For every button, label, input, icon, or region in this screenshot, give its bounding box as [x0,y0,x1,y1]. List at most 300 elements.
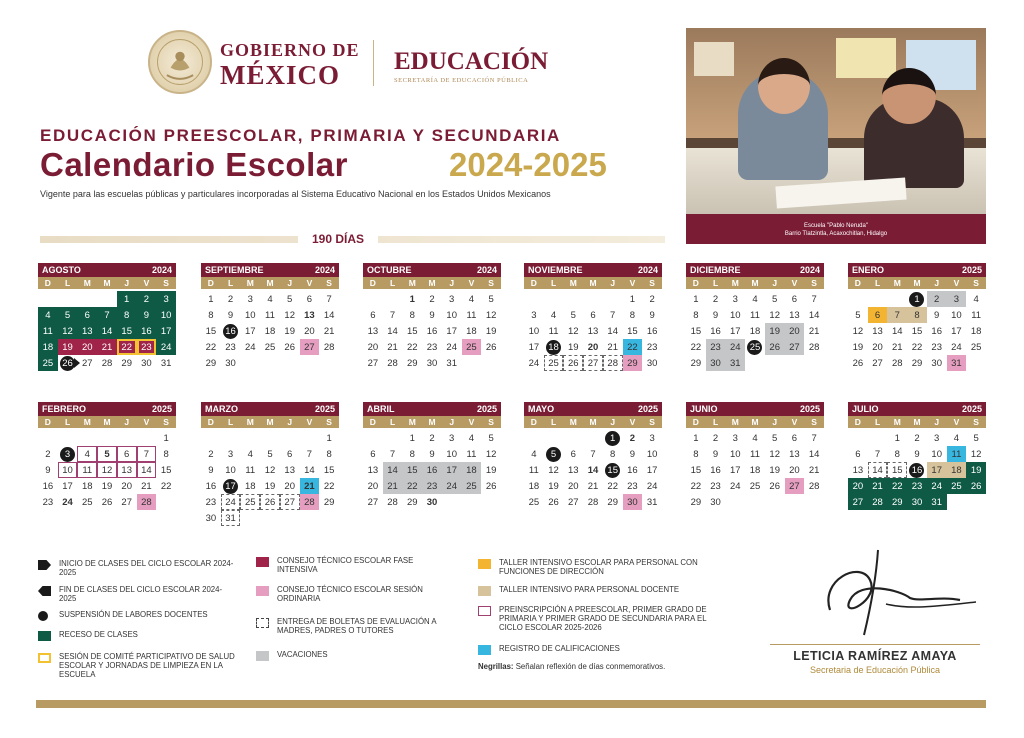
day-cell: 21 [300,478,320,494]
day-cell: 18 [81,480,93,492]
day-cell: 19 [264,480,276,492]
month-year: 2024 [799,265,820,275]
day-cell: 31 [646,496,658,508]
day-grid [38,291,176,371]
day-cell: 22 [117,339,137,355]
legend-label: REGISTRO DE CALIFICACIONES [499,644,620,653]
month-febrero [38,402,176,510]
day-cell: 8 [907,307,927,323]
day-cell: 11 [466,448,477,460]
day-cell: 12 [769,309,780,321]
day-cell: 21 [808,325,820,337]
day-cell: 18 [244,480,256,492]
footer-bar [36,700,986,708]
school-days-count: 190 DÍAS [298,232,378,246]
empty-cell [848,430,868,446]
month-name: FEBRERO [42,404,87,414]
day-cell: 10 [528,325,540,337]
day-cell: 11 [245,464,256,476]
day-cell: 11 [265,309,275,321]
vacaciones-swatch [256,651,269,661]
empty-cell [583,291,603,307]
day-cell: 13 [587,325,599,337]
day-cell: 23 [931,341,942,353]
day-grid [686,291,824,371]
day-cell: 8 [409,309,415,321]
day-cell: 17 [646,464,658,476]
weekday-label: S [488,278,494,288]
day-cell: 17 [927,462,947,478]
weekday-label: M [569,417,577,427]
day-cell: 27 [300,339,320,355]
day-cell: 20 [367,341,379,353]
day-cell: 30 [931,357,942,369]
weekday-label: M [246,278,254,288]
month-year: 2024 [314,265,335,275]
day-cell: 6 [370,309,376,321]
day-cell: 24 [442,478,462,494]
day-cell: 19 [567,341,579,353]
day-cell: 3 [156,291,176,307]
day-cell: 27 [583,355,603,371]
weekday-label: L [874,417,881,427]
month-header [686,402,824,416]
day-cell: 16 [205,480,217,492]
empty-cell [524,291,544,307]
day-cell: 1 [629,293,636,305]
month-year: 2024 [476,265,497,275]
day-cell: 5 [267,448,273,460]
day-cell: 26 [485,341,497,353]
day-cell: 15 [323,464,335,476]
negrillas-text: Señalan reflexión de días conmemorativos. [513,662,666,671]
weekday-label: J [449,278,455,288]
day-cell: 5 [772,432,778,444]
day-cell: 12 [58,323,78,339]
day-cell: 30 [623,494,643,510]
day-cell: 16 [42,480,54,492]
day-cell: 14 [587,464,599,476]
day-cell: 11 [528,464,539,476]
day-cell: 1 [409,293,415,305]
weekday-label: L [227,278,234,288]
day-cell: 3 [934,432,940,444]
day-cell: 31 [160,357,172,369]
weekday-label: J [287,278,293,288]
day-cell: 2 [712,432,719,444]
weekday-label: V [629,278,636,288]
day-cell: 2 [629,432,636,444]
day-cell: 31 [927,494,947,510]
weekday-label: M [408,417,416,427]
day-cell: 15 [160,464,172,476]
weekday-label: M [266,417,274,427]
weekday-label: V [143,278,150,288]
weekday-label: V [306,278,313,288]
day-cell: 17 [729,464,741,476]
day-cell: 10 [446,309,457,321]
legend-item [256,617,456,635]
day-cell: 26 [563,355,583,371]
day-cell: 17 [244,325,256,337]
day-cell: 7 [97,307,117,323]
day-cell: 9 [712,309,719,321]
day-cell: 29 [205,357,217,369]
day-cell: 6 [791,432,798,444]
weekday-label: M [266,278,274,288]
day-cell: 25 [544,355,564,371]
weekday-label: M [83,278,91,288]
day-cell: 10 [244,309,256,321]
day-cell: 22 [205,341,217,353]
day-cell: 6 [791,293,798,305]
day-cell: 21 [323,325,335,337]
day-cell: 9 [914,448,920,460]
day-cell: 11 [750,309,760,321]
day-cell: 30 [225,357,236,369]
empty-cell [887,291,907,307]
legend-label: CONSEJO TÉCNICO ESCOLAR SESIÓN ORDINARIA [277,585,423,603]
day-cell: 29 [911,357,923,369]
signatory-role: Secretaria de Educación Pública [809,665,941,675]
day-cell: 9 [934,309,940,321]
day-cell: 4 [267,293,273,305]
day-cell: 12 [970,448,982,460]
day-cell: 20 [785,323,805,339]
month-year: 2025 [961,404,982,414]
month-year: 2024 [637,265,658,275]
day-cell: 11 [548,325,559,337]
day-cell: 21 [383,478,403,494]
day-cell: 21 [141,480,152,492]
month-year: 2025 [637,404,658,414]
weekday-label: S [811,278,817,288]
day-cell: 15 [690,464,702,476]
empty-cell [544,291,564,307]
day-cell: 19 [284,325,295,337]
day-cell: 11 [77,462,97,478]
day-grid [848,430,986,510]
cte-intensiva-swatch [256,557,269,567]
title-level: EDUCACIÓN PREESCOLAR, PRIMARIA Y SECUNDARIA [40,126,561,145]
month-year: 2025 [314,404,335,414]
weekday-label: M [589,417,597,427]
day-cell: 24 [729,480,741,492]
day-grid [524,291,662,371]
day-cell: 3 [449,293,455,305]
weekday-label: J [934,278,940,288]
empty-cell [300,430,320,446]
day-cell: 1 [693,432,699,444]
day-cell: 31 [446,357,457,369]
day-cell: 21 [868,478,888,494]
legend-label: INICIO DE CLASES DEL CICLO ESCOLAR 2024-2025 [59,559,234,577]
day-cell: 15 [117,323,137,339]
weekday-label: S [163,417,169,427]
empty-cell [583,430,603,446]
day-cell: 6 [370,448,376,460]
empty-cell [868,430,888,446]
day-cell: 4 [77,446,97,462]
day-cell: 18 [466,325,477,337]
day-cell: 21 [387,341,398,353]
day-cell: 12 [97,462,117,478]
day-cell: 24 [951,341,962,353]
day-cell: 4 [468,432,475,444]
day-cell: 28 [137,494,157,510]
month-year: 2024 [151,265,172,275]
inicio-arrow-icon [38,560,51,570]
weekday-header [524,416,662,428]
empty-cell [77,291,97,307]
educacion-logo [394,48,548,84]
weekday-header [848,277,986,289]
weekday-label: L [389,417,396,427]
day-cell: 24 [62,496,73,508]
empty-cell [603,291,623,307]
day-cell: 10 [729,309,741,321]
day-cell: 5 [488,432,494,444]
day-cell: 16 [422,462,442,478]
day-cell: 4 [752,432,758,444]
weekday-label: J [610,278,616,288]
empty-cell [563,291,583,307]
month-name: NOVIEMBRE [528,265,583,275]
weekday-label: S [649,417,655,427]
day-cell: 22 [323,480,335,492]
day-cell: 9 [227,309,234,321]
empty-cell [363,430,383,446]
day-cell: 4 [468,293,475,305]
empty-cell [58,430,78,446]
day-cell: 18 [749,325,761,337]
legend-item [478,558,723,576]
day-cell: 22 [690,341,702,353]
legend-item [38,630,238,641]
weekday-label: M [913,278,921,288]
day-cell: 14 [97,323,117,339]
weekday-label: M [913,417,921,427]
gobierno-logo [220,40,360,89]
weekday-label: J [934,417,940,427]
day-cell: 28 [387,496,398,508]
day-cell: 26 [765,339,785,355]
weekday-label: S [326,278,332,288]
weekday-label: L [227,417,234,427]
day-cell: 29 [623,355,643,371]
day-cell: 14 [891,325,903,337]
day-cell: 15 [911,325,923,337]
boletas-swatch [256,618,269,628]
empty-cell [260,430,280,446]
day-cell: 17 [442,462,462,478]
day-cell: 24 [725,339,745,355]
day-cell: 1 [117,291,137,307]
month-diciembre [686,263,824,371]
day-cell: 7 [887,307,907,323]
weekday-label: M [428,278,436,288]
day-cell: 27 [785,478,805,494]
day-cell: 26 [548,496,559,508]
fin-arrow-icon [38,586,51,596]
month-name: ABRIL [367,404,395,414]
day-cell: 18 [528,480,540,492]
empty-cell [363,291,383,307]
day-cell: 20 [848,478,868,494]
gob-line1: GOBIERNO DE [220,40,360,60]
day-cell: 9 [208,464,214,476]
day-cell: 15 [887,462,907,478]
weekday-label: S [649,278,655,288]
day-cell: 5 [488,293,494,305]
day-cell: 10 [156,307,176,323]
day-cell: 11 [947,446,967,462]
legend-item [478,605,723,632]
day-cell: 11 [466,309,477,321]
day-cell: 19 [485,325,497,337]
day-cell: 15 [627,325,638,337]
month-name: MAYO [528,404,555,414]
day-cell: 6 [287,448,293,460]
day-cell: 8 [693,448,699,460]
day-cell: 14 [304,464,315,476]
day-cell: 7 [137,446,157,462]
empty-cell [383,430,403,446]
weekday-label: M [103,278,111,288]
month-header [38,402,176,416]
weekday-label: J [449,417,455,427]
preinscripcion-swatch [478,606,491,616]
day-cell: 26 [485,480,497,492]
day-cell: 19 [966,462,986,478]
day-cell: 20 [77,339,97,355]
day-cell: 25 [264,341,276,353]
day-cell: 19 [765,323,785,339]
day-cell: 3 [732,293,738,305]
day-cell: 1 [693,293,699,305]
legend-item [478,585,723,596]
day-cell: 12 [485,309,497,321]
day-cell: 10 [729,448,741,460]
empty-cell [58,291,78,307]
legend-label: CONSEJO TÉCNICO ESCOLAR FASE INTENSIVA [277,556,414,574]
month-junio [686,402,824,510]
empty-cell [38,291,58,307]
day-cell: 2 [914,432,920,444]
day-cell: 28 [891,357,903,369]
day-grid [201,291,339,371]
day-cell: 2 [429,293,435,305]
day-cell: 23 [710,480,721,492]
day-cell: 7 [590,448,596,460]
day-cell: 14 [387,325,398,337]
day-cell: 5 [772,293,778,305]
day-cell: 15 [603,462,623,478]
day-cell: 10 [951,309,962,321]
caption-line1: Escuela "Pablo Neruda" [804,223,868,229]
cte-ordinaria-swatch [256,586,269,596]
weekday-label: L [64,278,71,288]
day-cell: 4 [531,448,537,460]
day-cell: 4 [752,293,758,305]
day-cell: 2 [45,448,51,460]
day-cell: 7 [811,293,817,305]
day-grid [363,430,501,510]
weekday-label: S [488,417,494,427]
day-cell: 27 [785,339,805,355]
empty-cell [383,291,403,307]
weekday-label: L [389,278,396,288]
day-grid [686,430,824,510]
day-cell: 23 [225,341,236,353]
day-cell: 22 [911,341,923,353]
day-cell: 9 [429,448,435,460]
day-cell: 9 [629,448,636,460]
month-header [38,263,176,277]
day-cell: 28 [808,480,820,492]
weekday-label: D [369,278,376,288]
day-cell: 29 [323,496,335,508]
day-cell: 20 [567,480,579,492]
weekday-header [201,416,339,428]
day-cell: 17 [446,325,457,337]
day-cell: 20 [367,480,379,492]
day-cell: 22 [887,478,907,494]
day-cell: 6 [117,446,137,462]
weekday-label: V [791,278,798,288]
day-cell: 27 [367,496,379,508]
day-cell: 19 [769,464,780,476]
day-cell: 23 [422,478,442,494]
day-cell: 5 [570,309,576,321]
taller-direccion-swatch [478,559,491,569]
day-cell: 5 [973,432,979,444]
weekday-label: M [731,417,739,427]
weekday-label: V [629,417,636,427]
month-header [363,263,501,277]
day-cell: 28 [323,341,335,353]
legend-label: ENTREGA DE BOLETAS DE EVALUACIÓN A MADRES, PADRES O TUTORES [277,617,437,635]
month-year: 2025 [961,265,982,275]
month-name: JULIO [852,404,879,414]
day-cell: 7 [874,448,881,460]
day-cell: 27 [121,496,132,508]
empty-cell [524,430,544,446]
empty-cell [221,430,241,446]
empty-cell [137,430,157,446]
day-cell: 11 [971,309,982,321]
day-cell: 5 [287,293,293,305]
day-cell: 2 [208,448,214,460]
day-cell: 10 [931,448,942,460]
day-cell: 16 [710,464,721,476]
weekday-label: V [791,417,798,427]
day-cell: 20 [789,464,800,476]
month-year: 2025 [151,404,172,414]
day-cell: 30 [907,494,927,510]
weekday-header [201,277,339,289]
day-cell: 8 [629,309,636,321]
day-cell: 19 [485,464,497,476]
empty-cell [240,430,260,446]
day-cell: 13 [284,464,295,476]
legend-item [256,650,456,661]
weekday-label: D [692,417,699,427]
negrillas-note [478,662,665,671]
legend-item [478,644,723,655]
legend-label: VACACIONES [277,650,328,659]
day-cell: 25 [528,496,540,508]
